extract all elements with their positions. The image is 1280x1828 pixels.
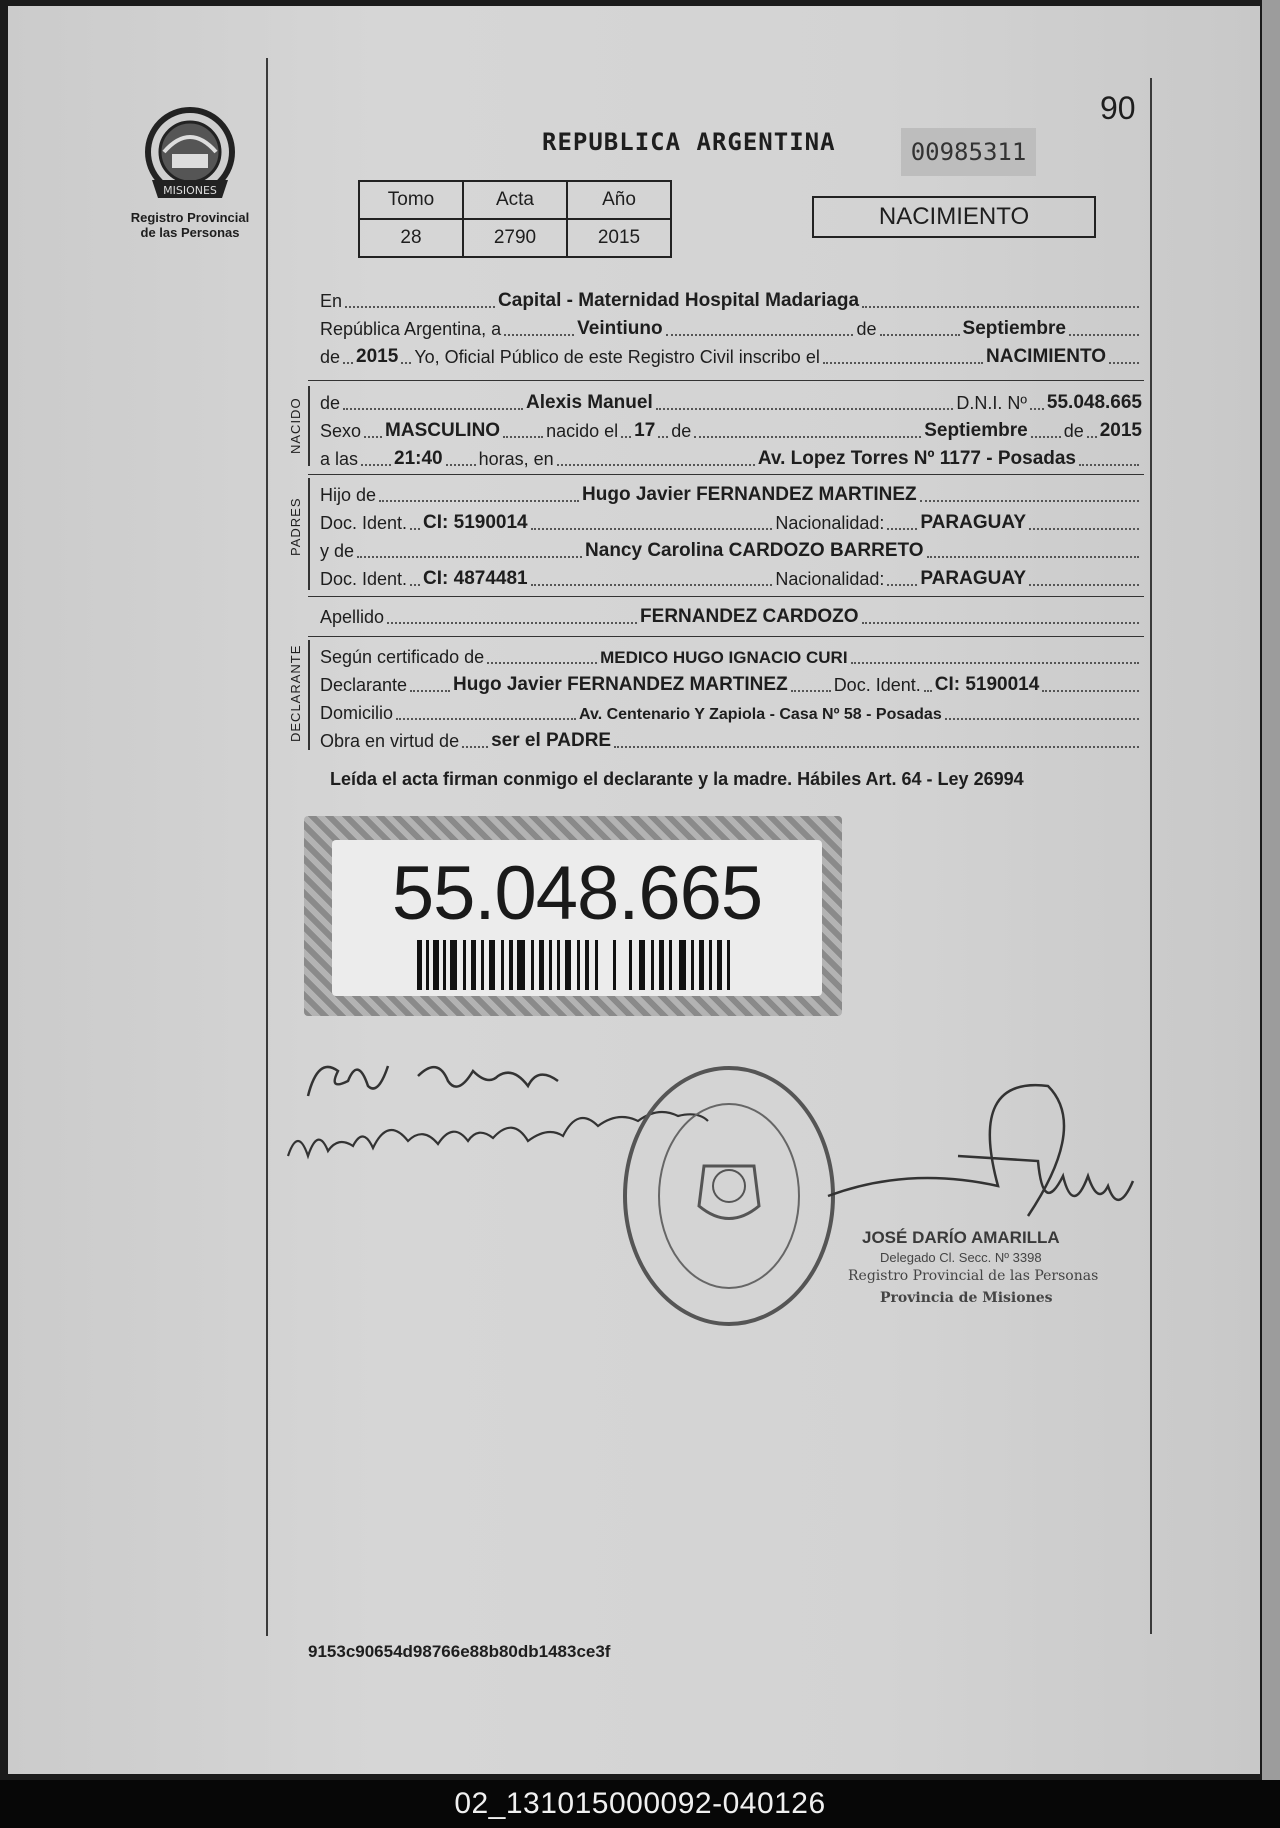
sexo-label: Sexo <box>320 421 362 441</box>
row-father <box>320 478 1142 506</box>
row-oficial <box>320 340 1142 368</box>
dots <box>531 583 773 586</box>
dots <box>851 661 1139 664</box>
reference-header-row <box>359 181 671 219</box>
reference-value-row <box>359 219 671 257</box>
father-nationality: PARAGUAY <box>920 512 1026 533</box>
dots <box>1029 527 1139 530</box>
record-value: NACIMIENTO <box>986 346 1106 367</box>
dots <box>621 435 631 438</box>
padres-section-label: PADRES <box>288 497 303 556</box>
declarante-value: Hugo Javier FERNANDEZ MARTINEZ <box>453 674 788 695</box>
hijo-label: Hijo de <box>320 485 377 505</box>
cert-label: Según certificado de <box>320 647 485 667</box>
nacido-label: nacido el <box>546 421 619 441</box>
birth-address: Av. Lopez Torres Nº 1177 - Posadas <box>757 448 1076 469</box>
dots <box>343 361 353 364</box>
dots <box>401 361 411 364</box>
padres-bracket <box>308 478 310 590</box>
official-role: Delegado Cl. Secc. Nº 3398 <box>880 1250 1042 1265</box>
dots <box>446 463 476 466</box>
dots <box>924 689 932 692</box>
misiones-seal-icon <box>138 102 242 210</box>
dots <box>945 717 1139 720</box>
dots <box>1030 407 1044 410</box>
dots <box>887 527 917 530</box>
father-doc: CI: 5190014 <box>423 512 528 533</box>
dots <box>387 621 637 624</box>
dots <box>920 499 1139 502</box>
de-label: de <box>320 393 341 413</box>
domicilio-label: Domicilio <box>320 703 394 723</box>
dots <box>658 435 668 438</box>
barcode-icon <box>417 940 737 990</box>
mother-nationality: PARAGUAY <box>920 568 1026 589</box>
obra-value: ser el PADRE <box>491 730 612 751</box>
row-mother-doc <box>320 562 1142 590</box>
row-domicilio <box>320 696 1142 724</box>
declarante-doc: CI: 5190014 <box>934 674 1040 695</box>
row-hora <box>320 442 1142 470</box>
record-type-box: NACIMIENTO <box>812 196 1096 238</box>
apellido-value: FERNANDEZ CARDOZO <box>640 606 859 627</box>
nacionalidad-label: Nacionalidad: <box>775 569 885 589</box>
dots <box>1031 435 1061 438</box>
obra-label: Obra en virtud de <box>320 731 460 751</box>
dots <box>531 527 773 530</box>
left-margin-line <box>266 58 268 1636</box>
month-value: Septiembre <box>962 318 1066 339</box>
dots <box>1069 333 1139 336</box>
dots <box>379 499 579 502</box>
ref-header-tomo: Tomo <box>359 181 463 219</box>
reference-table <box>358 180 672 258</box>
dots <box>887 583 917 586</box>
dots <box>345 305 495 308</box>
dots <box>1087 435 1097 438</box>
declarante-section-label: DECLARANTE <box>288 644 303 742</box>
place-value: Capital - Maternidad Hospital Madariaga <box>498 290 860 311</box>
birth-day: 17 <box>634 420 656 441</box>
nacido-section-label: NACIDO <box>288 397 303 454</box>
y-de-label: y de <box>320 541 355 561</box>
doc-label: Doc. Ident. <box>320 569 408 589</box>
dots <box>880 333 960 336</box>
ref-value-anio: 2015 <box>567 219 671 257</box>
dots <box>656 407 954 410</box>
dots <box>862 305 1139 308</box>
official-province: Provincia de Misiones <box>880 1290 1053 1306</box>
mother-name: Nancy Carolina CARDOZO BARRETO <box>585 540 924 561</box>
dni-value: 55.048.665 <box>1046 392 1142 413</box>
doc-label: Doc. Ident. <box>320 513 408 533</box>
year-value: 2015 <box>356 346 399 367</box>
row-place <box>320 284 1142 312</box>
child-name: Alexis Manuel <box>526 392 653 413</box>
dots <box>1029 583 1139 586</box>
official-org: Registro Provincial de las Personas <box>848 1268 1099 1284</box>
day-value: Veintiuno <box>577 318 663 339</box>
footer-bar <box>0 1780 1280 1828</box>
row-declarante <box>320 668 1142 696</box>
separator <box>308 474 1144 475</box>
dots <box>503 435 543 438</box>
dots <box>557 463 755 466</box>
dots <box>666 333 854 336</box>
dots <box>410 689 450 692</box>
row-obra <box>320 724 1142 752</box>
ref-header-acta: Acta <box>463 181 567 219</box>
dots <box>396 717 576 720</box>
dots <box>462 745 488 748</box>
document-title: REPUBLICA ARGENTINA <box>542 128 836 156</box>
right-margin-line <box>1150 78 1152 1634</box>
dots <box>823 361 983 364</box>
horas-label: horas, en <box>478 449 554 469</box>
dni-sticker <box>304 816 842 1016</box>
sexo-value: MASCULINO <box>385 420 501 441</box>
province-logo <box>120 102 260 240</box>
dni-sticker-number: 55.048.665 <box>391 851 763 936</box>
dots <box>504 333 574 336</box>
nacido-bracket <box>308 386 310 466</box>
a-las-label: a las <box>320 449 359 469</box>
cert-value: MEDICO HUGO IGNACIO CURI <box>600 648 848 667</box>
de-label-2: de <box>671 421 692 441</box>
serial-number: 00985311 <box>901 128 1036 176</box>
oficial-label: Yo, Oficial Público de este Registro Civil inscribo el <box>414 347 820 367</box>
mother-doc: CI: 4874481 <box>423 568 528 589</box>
dots <box>614 745 1139 748</box>
separator <box>308 596 1144 597</box>
row-date <box>320 312 1142 340</box>
ref-header-anio: Año <box>567 181 671 219</box>
declarante-label: Declarante <box>320 675 408 695</box>
page-number: 90 <box>1100 90 1136 126</box>
logo-caption-1: Registro Provincial <box>130 210 250 225</box>
dots <box>1042 689 1139 692</box>
footer-id: 02_131015000092-040126 <box>454 1787 826 1820</box>
dots <box>791 689 831 692</box>
de-label: de <box>856 319 877 339</box>
document-hash: 9153c90654d98766e88b80db1483ce3f <box>308 1642 611 1661</box>
dni-label: D.N.I. Nº <box>956 393 1027 413</box>
dots <box>364 435 382 438</box>
row-sexo <box>320 414 1142 442</box>
dots <box>862 621 1139 624</box>
dots <box>1109 361 1139 364</box>
dots <box>410 583 420 586</box>
official-name: JOSÉ DARÍO AMARILLA <box>862 1228 1060 1247</box>
apellido-label: Apellido <box>320 607 385 627</box>
birth-month: Septiembre <box>924 420 1028 441</box>
birth-time: 21:40 <box>394 448 443 469</box>
nacionalidad-label: Nacionalidad: <box>775 513 885 533</box>
ref-value-tomo: 28 <box>359 219 463 257</box>
signature-official-icon <box>788 1066 1148 1246</box>
separator <box>308 636 1144 637</box>
separator <box>308 380 1144 381</box>
row-apellido <box>320 600 1142 628</box>
de2-label: de <box>320 347 341 367</box>
declarante-bracket <box>308 640 310 750</box>
logo-caption-2: de las Personas <box>140 225 240 240</box>
closing-statement: Leída el acta firman conmigo el declarante y la madre. Hábiles Art. 64 - Ley 26994 <box>330 769 1024 789</box>
de-label-3: de <box>1063 421 1084 441</box>
republica-label: República Argentina, a <box>320 319 502 339</box>
dots <box>357 555 582 558</box>
dots <box>361 463 391 466</box>
dots <box>487 661 597 664</box>
dots <box>694 435 921 438</box>
dots <box>343 407 523 410</box>
dots <box>927 555 1139 558</box>
svg-text:MISIONES: MISIONES <box>163 184 217 197</box>
dots <box>410 527 420 530</box>
row-father-doc <box>320 506 1142 534</box>
en-label: En <box>320 291 343 311</box>
row-name <box>320 386 1142 414</box>
domicilio-value: Av. Centenario Y Zapiola - Casa Nº 58 - Posadas <box>579 706 942 723</box>
dots <box>1079 463 1139 466</box>
father-name: Hugo Javier FERNANDEZ MARTINEZ <box>582 484 917 505</box>
page-edge <box>1262 0 1280 1780</box>
dni-sticker-inner <box>332 840 822 996</box>
doc-label: Doc. Ident. <box>833 675 921 695</box>
ref-value-acta: 2790 <box>463 219 567 257</box>
birth-year: 2015 <box>1099 420 1142 441</box>
row-certificado <box>320 640 1142 668</box>
row-mother <box>320 534 1142 562</box>
document-sheet <box>8 6 1260 1774</box>
